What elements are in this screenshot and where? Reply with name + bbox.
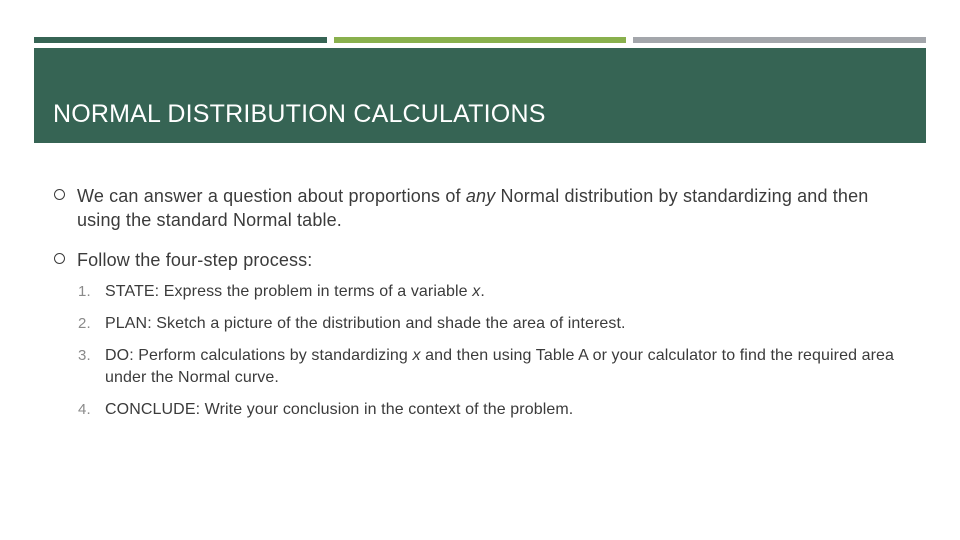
step-item bbox=[78, 345, 914, 389]
step-text bbox=[105, 283, 485, 300]
accent-bar-gray bbox=[633, 37, 926, 43]
step-text-part: STATE: Express the problem in terms of a variable bbox=[105, 283, 473, 300]
hollow-circle-icon bbox=[54, 189, 65, 200]
slide-title: NORMAL DISTRIBUTION CALCULATIONS bbox=[53, 100, 546, 128]
step-item bbox=[78, 399, 914, 421]
bullet-item bbox=[54, 248, 914, 272]
step-text-emphasis: x bbox=[472, 283, 481, 300]
step-item bbox=[78, 281, 914, 303]
hollow-circle-icon bbox=[54, 253, 65, 264]
step-text-part: and then using Table A or your calculator to find the required area under the Normal curve. bbox=[105, 347, 895, 386]
accent-bar-green-light bbox=[334, 37, 626, 43]
step-list bbox=[54, 281, 914, 421]
step-number: 2. bbox=[78, 315, 91, 332]
accent-bar-green-dark bbox=[34, 37, 327, 43]
bullet-text bbox=[77, 186, 868, 230]
title-band bbox=[34, 48, 926, 143]
slide-body bbox=[54, 184, 914, 431]
step-text-part: . bbox=[480, 283, 485, 300]
bullet-text: Follow the four-step process: bbox=[77, 250, 313, 270]
bullet-text-part: Normal distribution by standardizing and then using the standard Normal table. bbox=[77, 186, 869, 230]
step-number: 1. bbox=[78, 283, 91, 300]
step-item bbox=[78, 313, 914, 335]
step-text-emphasis: x bbox=[412, 347, 421, 364]
step-text: CONCLUDE: Write your conclusion in the context of the problem. bbox=[105, 401, 574, 418]
bullet-text-emphasis: any bbox=[465, 186, 496, 206]
step-number: 3. bbox=[78, 347, 91, 364]
step-number: 4. bbox=[78, 401, 91, 418]
step-text-part: DO: Perform calculations by standardizing bbox=[105, 347, 413, 364]
bullet-text-part: We can answer a question about proportions of bbox=[77, 186, 466, 206]
bullet-item bbox=[54, 184, 914, 232]
step-text: PLAN: Sketch a picture of the distribution and shade the area of interest. bbox=[105, 315, 626, 332]
step-text bbox=[105, 347, 894, 386]
